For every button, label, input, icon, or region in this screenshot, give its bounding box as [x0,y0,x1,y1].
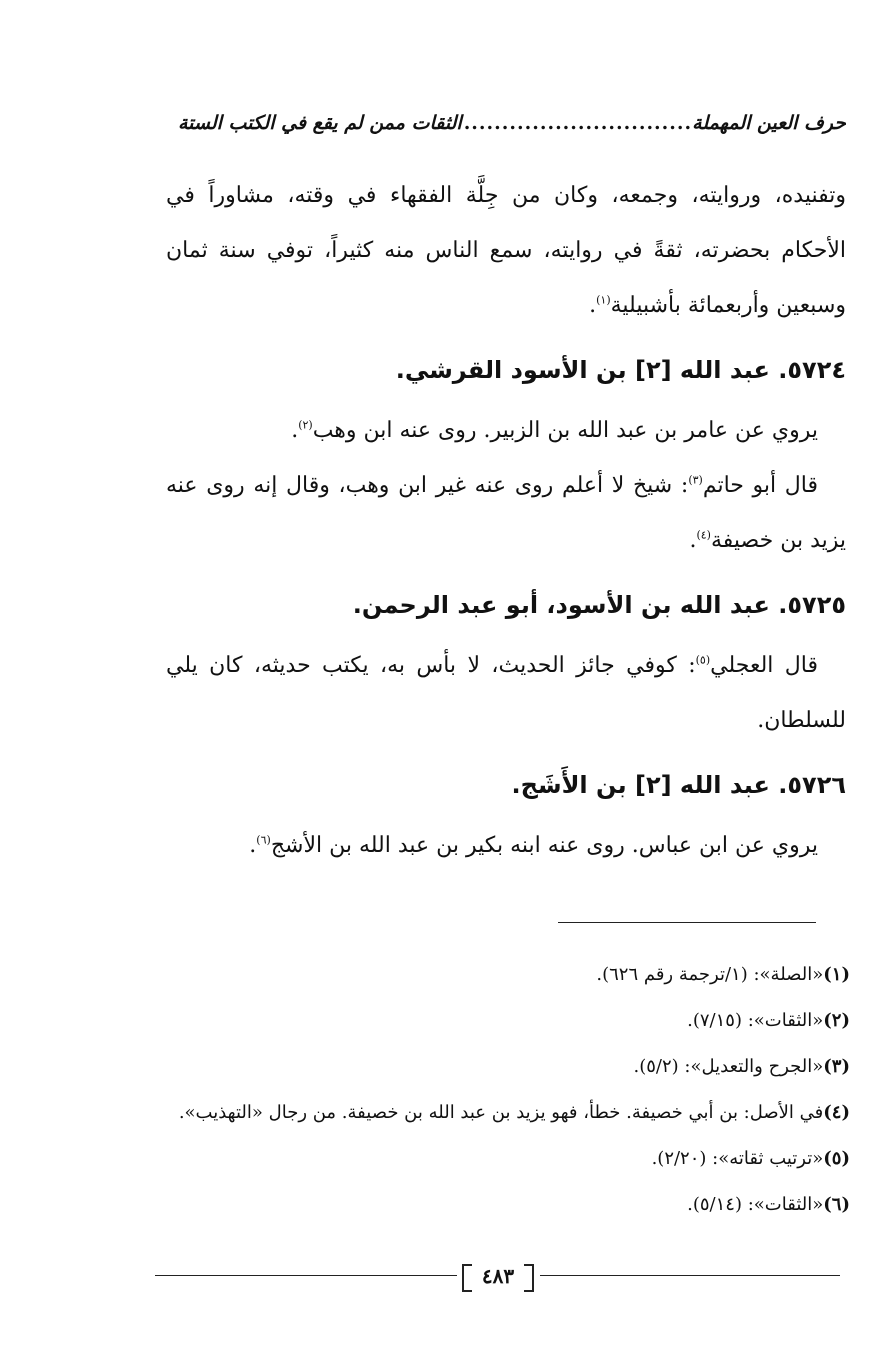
footer-rule-left [155,1275,457,1276]
footnote-ref: (٦) [256,833,271,847]
entry-heading-5726: ٥٧٢٦. عبد الله [٢] بن الأَشَج. [511,771,846,799]
entry-text: يروي عن ابن عباس. روى عنه ابنه بكير بن عبد الله بن الأشج [270,833,818,858]
footnote-number: (٢) [823,1010,850,1031]
page-number-box [458,1258,538,1294]
running-header [178,112,846,134]
header-book-title: الثقات ممن لم يقع في الكتب الستة [178,112,462,134]
main-text [166,168,846,873]
footnote-2 [150,998,850,1044]
entry-text: يروي عن عامر بن عبد الله بن الزبير. روى عنه ابن وهب [312,418,818,443]
entry-text: قال العجلي [710,653,818,678]
footnote-ref: (٤) [696,528,711,542]
footnote-number: (٤) [823,1102,850,1123]
footnote-4 [150,1090,850,1136]
footnote-ref: (٢) [298,418,313,432]
footnote-text: «ترتيب ثقاته»: (٢/٢٠). [651,1148,824,1169]
entry-5724-paragraph-2: قال أبو حاتم$^{(٣)}$: شيخ لا أعلم روى عنه غير ابن وهب، وقال إنه روى عنه يزيد بن خصيفة$^{(٤)}$. [166,473,846,553]
footnote-number: (٦) [823,1194,850,1215]
footnote-separator [558,922,816,923]
footnote-text: في الأصل: بن أبي خصيفة. خطأ، فهو يزيد بن عبد الله بن خصيفة. من رجال «التهذيب». [178,1102,824,1123]
footnote-text: «الجرح والتعديل»: (٥/٢). [633,1056,824,1077]
footnote-ref: (٣) [688,473,703,487]
footnote-number: (٣) [823,1056,850,1077]
intro-text: وتفنيده، وروايته، وجمعه، وكان من جِلَّة الفقهاء في وقته، مشاوراً في الأحكام بحضرته، ثقةً في روايته، سمع الناس منه كثيراً، توفي سنة ثمان وسبعين وأربعمائة بأشبيلية [166,183,846,318]
footnote-number: (٥) [823,1148,850,1169]
footer-rule-right [540,1275,840,1276]
entry-heading-5725: ٥٧٢٥. عبد الله بن الأسود، أبو عبد الرحمن. [352,591,846,619]
footnotes [150,952,850,1228]
footnote-number: (١) [823,964,850,985]
entry-5724-paragraph-1: يروي عن عامر بن عبد الله بن الزبير. روى عنه ابن وهب$^{(٢)}$. [291,418,818,443]
page-number-bracket-left [462,1264,472,1292]
entry-text: قال أبو حاتم [702,473,818,498]
entry-text: : شيخ لا أعلم روى عنه غير ابن وهب، وقال إنه روى عنه يزيد بن خصيفة [166,473,846,553]
entry-heading-5724: ٥٧٢٤. عبد الله [٢] بن الأسود القرشي. [395,356,846,384]
header-dots: .............................. [463,112,693,134]
page-number: ٤٨٣ [481,1264,515,1288]
intro-paragraph: وتفنيده، وروايته، وجمعه، وكان من جِلَّة الفقهاء في وقته، مشاوراً في الأحكام بحضرته، ثقةً في روايته، سمع الناس منه كثيراً، توفي سنة ثمان وسبعين وأربعمائة بأشبيلية$^{(١)}$. [166,183,846,318]
page-number-bracket-right [524,1264,534,1292]
footnote-1 [150,952,850,998]
footnote-3 [150,1044,850,1090]
footnote-ref: (١) [596,293,611,307]
entry-5726-paragraph-1: يروي عن ابن عباس. روى عنه ابنه بكير بن عبد الله بن الأشج$^{(٦)}$. [249,833,818,858]
footnote-text: «الثقات»: (٧/١٥). [687,1010,824,1031]
entry-text: : كوفي جائز الحديث، لا بأس به، يكتب حديثه، كان يلي للسلطان. [166,653,846,733]
header-chapter: حرف العين المهملة [692,112,846,134]
footnote-ref: (٥) [695,653,711,667]
footnote-text: «الثقات»: (٥/١٤). [687,1194,824,1215]
footnote-text: «الصلة»: (١/ترجمة رقم ٦٢٦). [596,964,824,985]
footnote-6 [150,1182,850,1228]
footnote-5 [150,1136,850,1182]
entry-5725-paragraph-1 [166,638,846,748]
